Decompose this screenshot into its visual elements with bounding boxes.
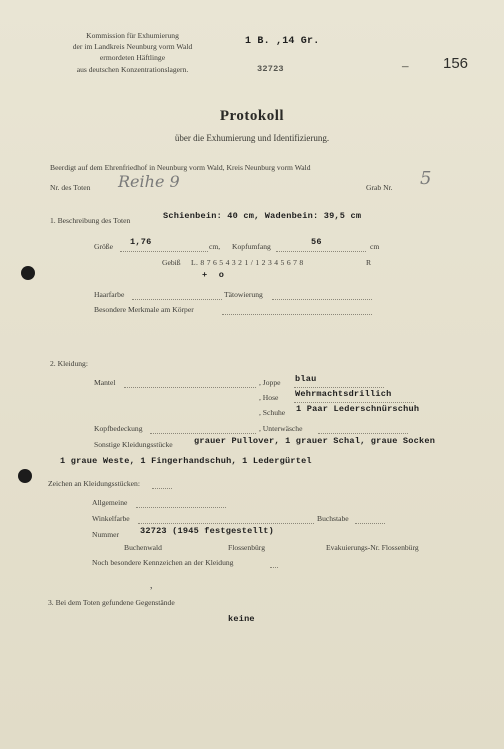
section3-value: keine xyxy=(228,614,255,624)
gebiss-marks: + o xyxy=(202,270,225,280)
page-number: 156 xyxy=(443,55,469,72)
schuhe-label: , Schuhe xyxy=(259,408,286,417)
kopfbedeckung-label: Kopfbedeckung xyxy=(94,424,143,433)
mantel-label: Mantel xyxy=(94,378,116,387)
commission-header xyxy=(40,30,225,75)
page-title: Protokoll xyxy=(219,108,285,124)
sonstige-label: Sonstige Kleidungsstücke xyxy=(94,440,173,449)
commission-line: ermordeten Häftlinge xyxy=(99,53,166,63)
header-dash: – xyxy=(402,58,409,73)
groesse-value: 1,76 xyxy=(130,237,152,247)
punch-hole-top xyxy=(21,266,35,280)
hose-label: , Hose xyxy=(259,393,279,402)
schuhe-value: 1 Paar Lederschnürschuh xyxy=(296,404,420,414)
section2-heading: 2. Kleidung: xyxy=(50,359,88,368)
allgemeine-label: Allgemeine xyxy=(92,498,128,507)
cm2-label: cm xyxy=(370,242,380,251)
groesse-label: Größe xyxy=(94,242,113,251)
joppe-label: , Joppe xyxy=(259,378,281,387)
commission-line: der im Landkreis Neunburg vorm Wald xyxy=(72,42,193,52)
punch-hole-bottom xyxy=(18,469,32,483)
nummer-value: 32723 (1945 festgestellt) xyxy=(140,526,274,536)
reference-typed: 1 B. ,14 Gr. xyxy=(245,36,320,47)
taetowierung-label: Tätowierung xyxy=(224,290,263,299)
haarfarbe-label: Haarfarbe xyxy=(94,290,125,299)
winkelfarbe-label: Winkelfarbe xyxy=(92,514,130,523)
gebiss-numbers: . 8 7 6 5 4 3 2 1 / 1 2 3 4 5 6 7 8 xyxy=(196,258,304,267)
gebiss-l: L xyxy=(191,258,196,267)
cm-label: cm, xyxy=(209,242,221,251)
reference-number: 32723 xyxy=(257,64,284,74)
grab-value: 5 xyxy=(420,168,432,189)
commission-line: aus deutschen Konzentrationslagern. xyxy=(76,64,189,74)
grab-label: Grab Nr. xyxy=(366,183,393,192)
commission-line: Kommission für Exhumierung xyxy=(86,31,179,40)
nr-label: Nr. des Toten xyxy=(50,183,91,192)
page-subtitle: über die Exhumierung und Identifizierung. xyxy=(174,133,330,143)
burial-line: Beerdigt auf dem Ehrenfriedhof in Neunburg vorm Wald, Kreis Neunburg vorm Wald xyxy=(50,163,311,172)
gebiss-r: R xyxy=(366,258,372,267)
nummer-label: Nummer xyxy=(92,530,119,539)
section1-heading: 1. Beschreibung des Toten xyxy=(50,216,131,225)
sonstige-value-2: 1 graue Weste, 1 Fingerhandschuh, 1 Ledergürtel xyxy=(60,456,312,466)
kopfumfang-label: Kopfumfang xyxy=(232,242,271,251)
merkmale-label: Besondere Merkmale am Körper xyxy=(94,305,194,314)
zeichen-heading: Zeichen an Kleidungsstücken: xyxy=(48,479,140,488)
kopfumfang-value: 56 xyxy=(311,237,322,247)
section3-heading: 3. Bei dem Toten gefundene Gegenstände xyxy=(48,598,175,607)
hose-value: Wehrmachtsdrillich xyxy=(295,389,392,399)
unterwaesche-label: , Unterwäsche xyxy=(259,424,303,433)
gebiss-label: Gebiß xyxy=(162,258,181,267)
nr-value: Reihe 9 xyxy=(118,172,180,191)
joppe-value: blau xyxy=(295,374,317,384)
sonstige-value-1: grauer Pullover, 1 grauer Schal, graue Socken xyxy=(194,436,436,446)
evak-label: Evakuierungs-Nr. Flossenbürg xyxy=(326,543,419,552)
buchstabe-label: Buchstabe xyxy=(317,514,349,523)
section1-description: Schienbein: 40 cm, Wadenbein: 39,5 cm xyxy=(163,211,362,221)
noch-label: Noch besondere Kennzeichen an der Kleidung xyxy=(92,558,234,567)
pencil-mark: , xyxy=(150,580,153,591)
flossenburg-label: Flossenbürg xyxy=(228,543,265,552)
buchenwald-label: Buchenwald xyxy=(124,543,162,552)
